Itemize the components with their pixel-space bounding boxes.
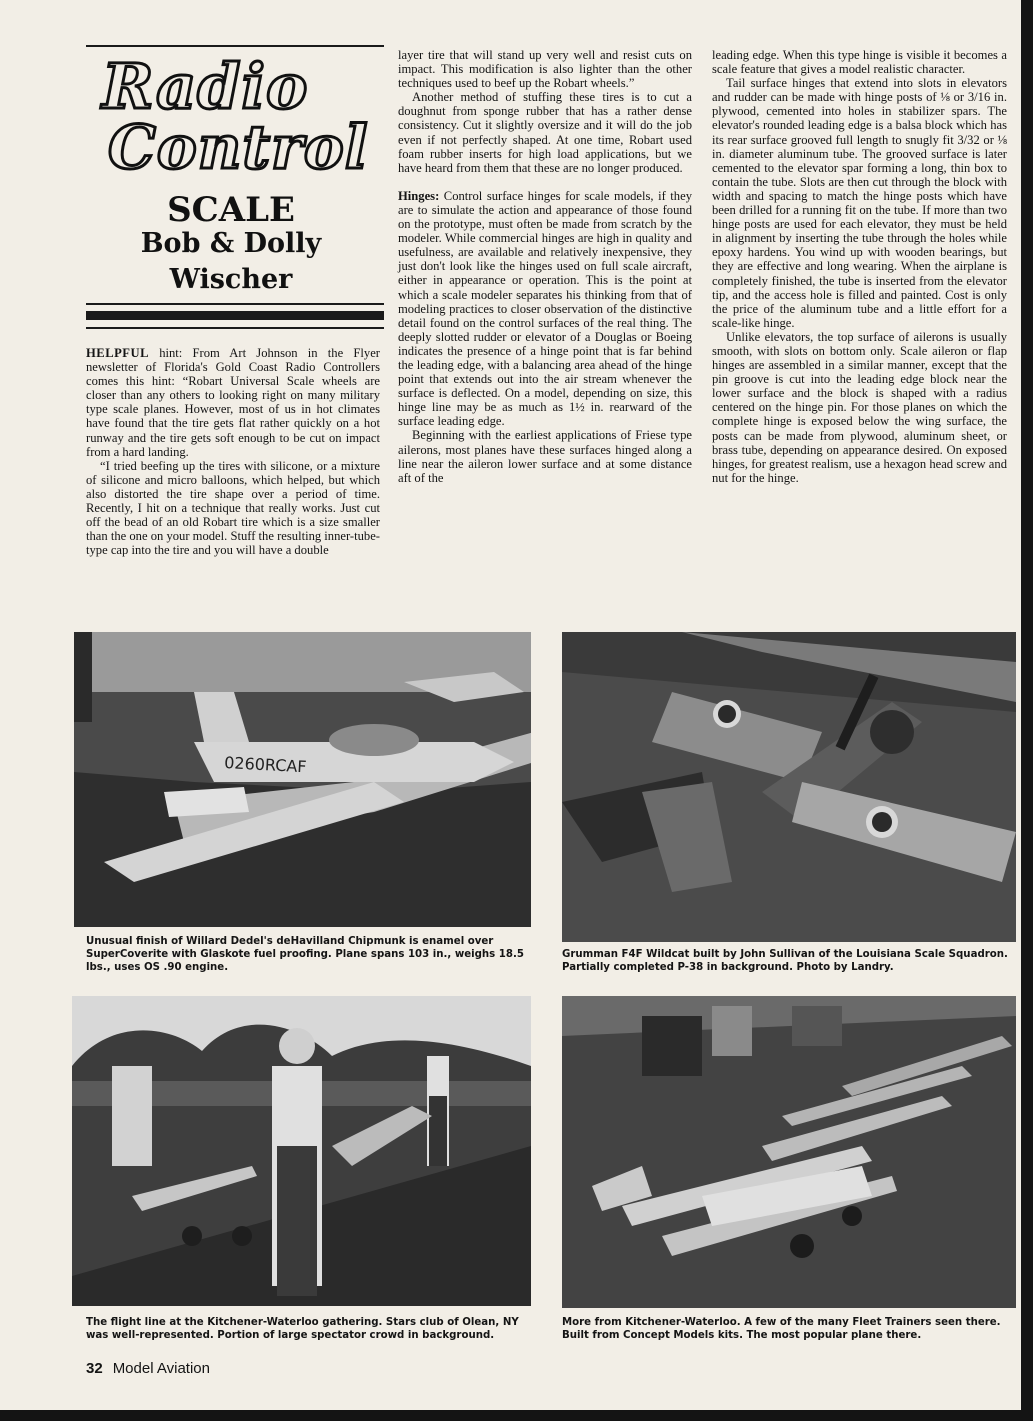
column-1: [86, 346, 380, 557]
column-2: [398, 48, 692, 485]
paragraph: leading edge. When this type hinge is visible it becomes a scale feature that gives a model realistic character.: [712, 48, 1007, 77]
paragraph: “I tried beefing up the tires with silicone, or a mixture of silicone and micro balloons, which helped, but which also distorted the tire shape over a period of time. Recently, I hit on a technique that really works. Just cut off the bead of an old Robart tire which is a size smaller than the one on your model. Stuff the resulting inner-tube-type cap into the tire and you will have a double: [86, 458, 381, 558]
photo-caption: The flight line at the Kitchener-Waterloo gathering. Stars club of Olean, NY was well-represented. Portion of large spectator crowd in background.: [86, 1317, 519, 1341]
photo-caption: More from Kitchener-Waterloo. A few of the many Fleet Trainers seen there. Built from Concept Models kits. The most popular plane there.: [562, 1317, 1001, 1341]
paragraph-hinges: [398, 189, 692, 429]
author-names: Bob & Dolly: [140, 228, 322, 259]
header-rule: [86, 45, 384, 47]
photo-fleet-trainers: [562, 996, 1016, 1308]
photo-caption: Unusual finish of Willard Dedel's deHavilland Chipmunk is enamel over SuperCoverite with Glaskote fuel proofing. Plane spans 103 in., weighs 18.5 lbs., uses OS .90 engine.: [86, 936, 524, 973]
header-rule-thick: [86, 311, 384, 320]
logo-line-radio: Radio: [102, 50, 309, 123]
paragraph: [86, 346, 380, 459]
logo-line-control: Control: [108, 113, 369, 180]
radio-control-logo: [80, 48, 390, 180]
paragraph-text: Control surface hinges for scale models, if they are to simulate the action and appearance of those found on the prototype, must often be made from scratch by the modeler. While commercial hinges are high in quality and usefulness, are available and relatively inexpensive, they just don't look like the hinges used on full scale aircraft, either in appearance or operation. This is the point at which a scale modeler separates his thinking from that of modeling practices to closer observation of the distinctive detail found on the control surfaces of the real thing. The deeply slotted rudder or elevator of a Douglas or Boeing indicates the presence of a hinge point that is far behind the leading edge, with a balancing area ahead of the hinge point that extends out into the air stream whenever the surface is deflected. On a model, depending on size, this hinge line may be as much as 1½ in. rearward of the surface leading edge.: [398, 188, 692, 429]
paragraph: layer tire that will stand up very well and resist cuts on impact. This modification is also lighter than the other techniques used to beef up the Robart wheels.”: [398, 48, 692, 91]
run-in-heading: Hinges:: [398, 188, 440, 203]
photo-chipmunk: [74, 632, 531, 927]
lead-in: HELPFUL: [86, 346, 149, 360]
paragraph: Tail surface hinges that extend into slots in elevators and rudder can be made with hinge posts of ⅛ or 3/16 in. plywood, cemented into holes in stabilizer spars. The elevator's rounded leading edge is a balsa block which has its rear surface grooved full length to snugly fit 3/32 or ⅛ in. diameter aluminum tube. The grooved surface is later cemented to the elevator spar forming a long, thin box to contain the tube. Slots are then cut through the block with width and spacing to match the hinge posts which have been drilled for a running fit on the tube. If more than two hinge posts are used for each elevator, they must be held in alignment by inserting the tube through the holes while epoxy hardens. You wind up with wooden bearings, but they are effective and long wearing. When the airplane is completely finished, the tube is inserted from the elevator tip, and the access hole is filled and painted. Cost is only the price of the aluminum tube and a little effort for a scale-like hinge.: [712, 76, 1007, 330]
photo-caption: Grumman F4F Wildcat built by John Sullivan of the Louisiana Scale Squadron. Partially completed P-38 in background. Photo by Landry.: [562, 949, 1008, 973]
header-rule: [86, 303, 384, 305]
paragraph-text: hint: From Art Johnson in the Flyer newsletter of Florida's Gold Coast Radio Controllers comes this hint: “Robart Universal Scale wheels are closer than any others to looking right on many military type scale planes. However, most of us in hot climates have found that the tire gets flat rather quickly on a hot runway and the tire gets soft enough to be cut on impact from a hard landing.: [86, 346, 380, 459]
paragraph: Beginning with the earliest applications of Friese type ailerons, most planes have these surfaces hinged along a line near the aileron lower surface and at some distance aft of the: [398, 428, 692, 485]
magazine-name: Model Aviation: [112, 1360, 210, 1377]
section-title: SCALE: [167, 190, 295, 230]
paragraph: Unlike elevators, the top surface of ailerons is usually smooth, with slots on bottom only. Scale aileron or flap hinges are assembled in a similar manner, except that the pin groove is cut into the leading edge block near the lower surface and the block is shaped with a radius centered on the hinge pin. For those planes on which the complete hinge is exposed below the wing surface, the posts can be made from plywood, aluminum sheet, or brass tube, depending on appearance desired. On exposed hinges, for greatest realism, use a hexagon head screw and nut for the hinge.: [712, 329, 1007, 485]
paragraph: Another method of stuffing these tires is to cut a doughnut from sponge rubber that has a rather dense consistency. Cut it slightly oversize and it will do the job even if not perfectly shaped. At one time, Robart used foam rubber inserts for high load applications, but we have heard from them that these are no longer produced.: [398, 90, 692, 175]
header-rule: [86, 327, 384, 329]
photo-flight-line: [72, 996, 531, 1306]
author-surname: Wischer: [169, 264, 293, 295]
page-number: 32: [86, 1360, 103, 1377]
photo-wildcat: [562, 632, 1016, 942]
page-footer: [86, 1360, 210, 1377]
aircraft-marking: 0260RCAF: [223, 753, 308, 777]
column-3: [712, 48, 1007, 485]
